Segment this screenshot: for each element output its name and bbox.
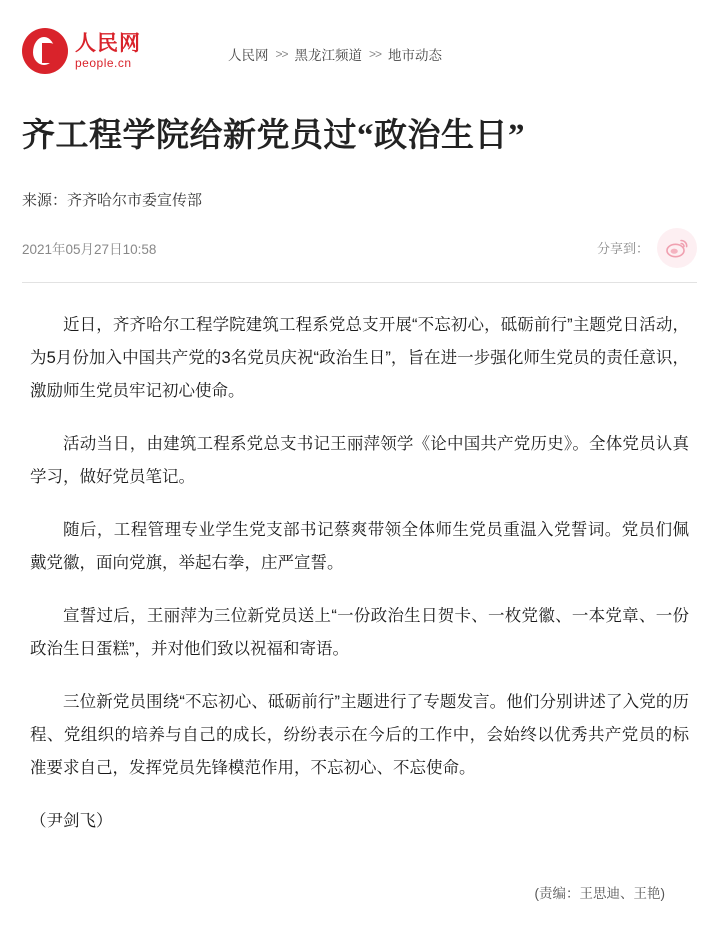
logo-text-cn: 人民网 [75, 31, 141, 55]
logo-text [75, 33, 141, 69]
article-paragraph: 近日，齐齐哈尔工程学院建筑工程系党总支开展“不忘初心，砥砺前行”主题党日活动，为5月份加入中国共产党的3名党员庆祝“政治生日”，旨在进一步强化师生党员的责任意识，激励师生党员牢记初心使命。 [30, 315, 689, 400]
article-body [0, 283, 719, 902]
breadcrumb-item-1[interactable]: 黑龙江频道 [294, 48, 363, 63]
breadcrumb-separator-1: >> [369, 47, 382, 61]
breadcrumb-item-0[interactable]: 人民网 [228, 48, 269, 63]
logo-text-en: people.cn [75, 56, 132, 70]
article-paragraph: 活动当日，由建筑工程系党总支书记王丽萍领学《论中国共产党历史》。全体党员认真学习，做好党员笔记。 [30, 434, 689, 486]
weibo-share-icon[interactable] [657, 228, 697, 268]
article-paragraph: 随后，工程管理专业学生党支部书记蔡爽带领全体师生党员重温入党誓词。党员们佩戴党徽，面向党旗，举起右拳，庄严宣誓。 [30, 520, 689, 572]
breadcrumb-item-2[interactable]: 地市动态 [388, 48, 443, 63]
article-meta-row [22, 228, 697, 282]
article-editor: (责编：王思迪、王艳) [534, 885, 665, 901]
share-group [597, 228, 697, 268]
site-header [0, 0, 719, 76]
people-cn-logo-icon [22, 28, 68, 74]
article-paragraph: 宣誓过后，王丽萍为三位新党员送上“一份政治生日贺卡、一枚党徽、一本党章、一份政治生日蛋糕”，并对他们致以祝福和寄语。 [30, 606, 689, 658]
publish-date: 2021年05月27日10:58 [22, 241, 157, 257]
breadcrumb [228, 38, 442, 64]
footer-rule [0, 943, 719, 948]
site-logo[interactable] [22, 28, 172, 74]
article-source: 来源：齐齐哈尔市委宣传部 [22, 191, 203, 209]
breadcrumb-separator-0: >> [275, 47, 288, 61]
article-paragraph: 三位新党员围绕“不忘初心、砥砺前行”主题进行了专题发言。他们分别讲述了入党的历程、党组织的培养与自己的成长，纷纷表示在今后的工作中，会始终以优秀共产党员的标准要求自己，发挥党员先锋模范作用，不忘初心、不忘使命。 [30, 692, 689, 777]
article-head [0, 114, 719, 282]
page-title: 齐工程学院给新党员过“政治生日” [22, 118, 525, 154]
share-label: 分享到： [596, 241, 649, 257]
article-signature: （尹剑飞） [30, 811, 113, 830]
